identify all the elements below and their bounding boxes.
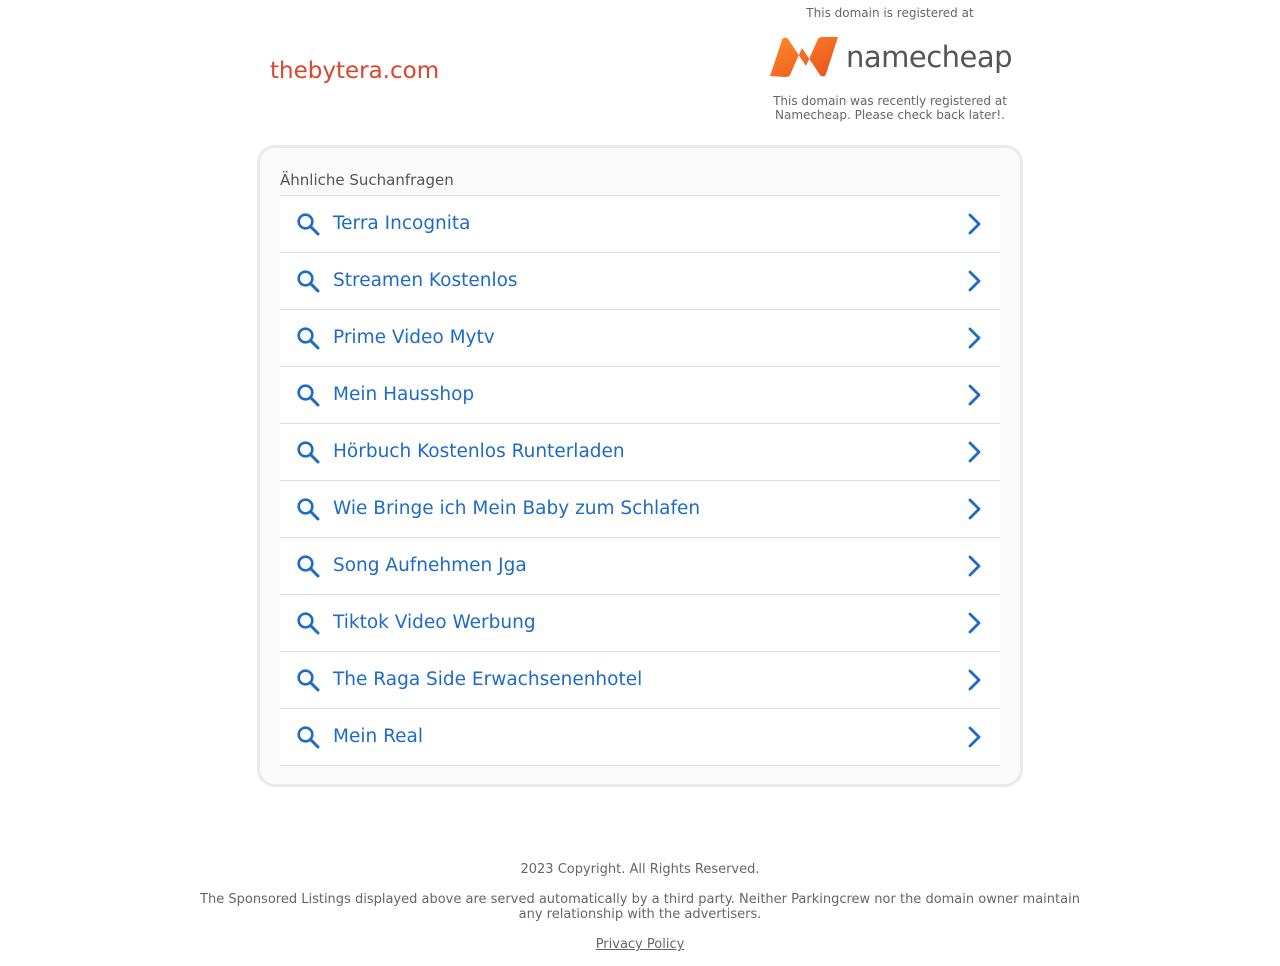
search-icon <box>296 725 320 749</box>
chevron-right-icon <box>966 612 984 634</box>
chevron-right-icon <box>966 441 984 463</box>
registrar-message: This domain was recently registered at Namecheap. Please check back later!. <box>773 94 1007 122</box>
list-item-label: The Raga Side Erwachsenenhotel <box>333 669 643 690</box>
search-icon <box>296 383 320 407</box>
chevron-right-icon <box>966 555 984 577</box>
related-searches-inner <box>280 168 1000 766</box>
domain-name: thebytera.com <box>270 58 440 84</box>
chevron-right-icon <box>966 384 984 406</box>
chevron-right-icon <box>966 327 984 349</box>
list-item-label: Wie Bringe ich Mein Baby zum Schlafen <box>333 498 701 519</box>
search-icon <box>296 326 320 350</box>
search-icon <box>296 611 320 635</box>
search-icon <box>296 554 320 578</box>
list-item-label: Hörbuch Kostenlos Runterladen <box>333 441 625 462</box>
list-item-label: Tiktok Video Werbung <box>333 612 536 633</box>
related-searches-list <box>280 196 1000 766</box>
list-item-label: Mein Hausshop <box>333 384 475 405</box>
privacy-policy-link[interactable]: Privacy Policy <box>595 937 685 952</box>
list-item[interactable] <box>280 253 1000 310</box>
disclaimer-text: The Sponsored Listings displayed above are served automatically by a third party. Neither Parkingcrew nor the domain owner maintain any relationship with the advertisers. <box>200 892 1080 922</box>
list-item-label: Song Aufnehmen Jga <box>333 555 527 576</box>
chevron-right-icon <box>966 669 984 691</box>
list-item-label: Mein Real <box>333 726 423 747</box>
chevron-right-icon <box>966 498 984 520</box>
chevron-right-icon <box>966 270 984 292</box>
list-item[interactable] <box>280 538 1000 595</box>
search-icon <box>296 440 320 464</box>
namecheap-mark-icon <box>768 36 840 78</box>
search-icon <box>296 269 320 293</box>
registered-at-label: This domain is registered at <box>806 6 974 20</box>
related-searches-title: Ähnliche Suchanfragen <box>280 168 1000 196</box>
chevron-right-icon <box>966 213 984 235</box>
list-item[interactable] <box>280 196 1000 253</box>
related-searches-card <box>257 145 1023 787</box>
namecheap-logo[interactable] <box>760 22 1020 92</box>
list-item[interactable] <box>280 481 1000 538</box>
copyright-text: 2023 Copyright. All Rights Reserved. <box>520 862 760 877</box>
list-item[interactable] <box>280 310 1000 367</box>
list-item-label: Streamen Kostenlos <box>333 270 518 291</box>
search-icon <box>296 212 320 236</box>
list-item[interactable] <box>280 652 1000 709</box>
list-item[interactable] <box>280 367 1000 424</box>
list-item[interactable] <box>280 709 1000 766</box>
list-item-label: Terra Incognita <box>333 213 471 234</box>
list-item-label: Prime Video Mytv <box>333 327 495 348</box>
registrar-box <box>760 5 1020 122</box>
search-icon <box>296 668 320 692</box>
namecheap-wordmark: namecheap <box>845 40 1013 74</box>
list-item[interactable] <box>280 595 1000 652</box>
list-item[interactable] <box>280 424 1000 481</box>
search-icon <box>296 497 320 521</box>
footer <box>0 862 1280 953</box>
chevron-right-icon <box>966 726 984 748</box>
